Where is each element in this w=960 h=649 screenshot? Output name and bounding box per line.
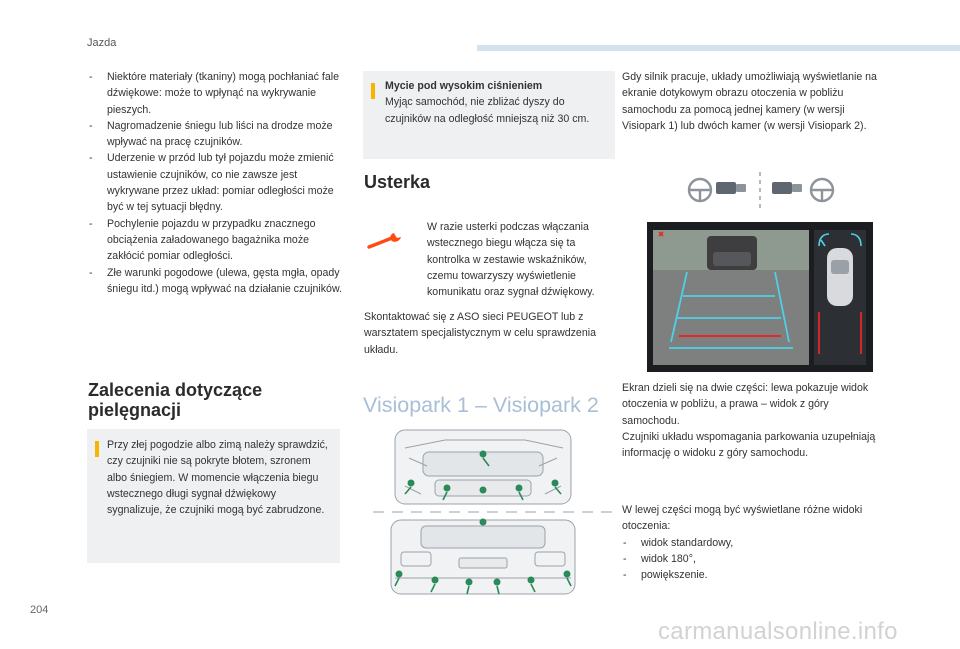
care-note-text: Przy złej pogodzie albo zimą należy sprawdzić, czy czujniki nie są pokryte błotem, szronem albo śniegiem. W momencie włączenia biegu wstecznego długi sygnał dźwiękowy sygnalizuje, że czujniki mogą być zabrudzone. — [107, 439, 328, 517]
parking-sensors-illustration — [365, 428, 617, 598]
list-item: - widok 180°, — [622, 551, 884, 567]
list-item: - Pochylenie pojazdu w przypadku znacznego obciążenia załadowanego bagażnika może zakłócić pomiar odległości. — [88, 216, 346, 265]
screen-description-1: Ekran dzieli się na dwie części: lewa pokazuje widok otoczenia w pobliżu, a prawa – widok z góry samochodu. — [622, 382, 869, 427]
list-item: - Złe warunki pogodowe (ulewa, gęsta mgła, opady śniegu itd.) mogą wpływać na działanie czujników. — [88, 265, 346, 298]
note-indicator-icon — [95, 441, 99, 457]
pressure-note-title: Mycie pod wysokim ciśnieniem — [385, 80, 543, 92]
pressure-note-body: Myjąc samochód, nie zbliżać dyszy do czujników na odległość mniejszą niż 30 cm. — [385, 96, 590, 125]
wrench-icon — [366, 230, 406, 256]
care-note-box — [87, 429, 340, 563]
list-item: - Nagromadzenie śniegu lub liści na drodze może wpływać na pracę czujników. — [88, 118, 346, 151]
list-item: - widok standardowy, — [622, 535, 884, 551]
views-list — [622, 535, 884, 584]
care-heading: Zalecenia dotyczące pielęgnacji — [88, 380, 263, 420]
screen-description-2: Czujniki układu wspomagania parkowania uzupełniają informację o widoku z góry samochodu. — [622, 430, 876, 460]
visiopark-heading: Visiopark 1 – Visiopark 2 — [363, 393, 599, 417]
pressure-note-box — [363, 71, 615, 159]
pressure-note-text — [385, 78, 607, 127]
list-item: - Uderzenie w przód lub tył pojazdu może zmienić ustawienie czujników, co nie zawsze jest wykrywane przez układ: pomiar odległości może być w tej sytuacji błędny. — [88, 150, 346, 215]
views-section — [622, 502, 884, 583]
reversing-camera-screen — [647, 222, 873, 372]
note-indicator-icon — [371, 83, 375, 99]
fault-heading: Usterka — [364, 172, 431, 192]
column-1 — [88, 69, 346, 297]
fault-text: W razie usterki podczas włączania wstecznego biegu włącza się ta kontrolka w zestawie wskaźników, czemu towarzyszy wyświetlenie komunikatu oraz sygnał dźwiękowy. — [427, 221, 595, 299]
list-item: - powiększenie. — [622, 567, 884, 583]
contact-text: Skontaktować się z ASO sieci PEUGEOT lub z warsztatem specjalistycznym w celu sprawdzenia układu. — [364, 311, 596, 356]
screen-description — [622, 380, 884, 461]
sensor-limitations-list — [88, 69, 346, 297]
section-label: Jazda — [87, 37, 117, 49]
list-item: - Niektóre materiały (tkaniny) mogą pochłaniać fale dźwiękowe: może to wpłynąć na wykrywanie pieszych. — [88, 69, 346, 118]
visiopark-intro: Gdy silnik pracuje, układy umożliwiają wyświetlanie na ekranie dotykowym obrazu otoczenia w pobliżu samochodu za pomocą jednej kamery (w wersji Visiopark 1) lub dwóch kamer (w wersji Visiopark 2). — [622, 71, 877, 132]
header-accent-bar — [477, 45, 960, 51]
views-intro: W lewej części mogą być wyświetlane różne widoki otoczenia: — [622, 504, 863, 533]
page-number: 204 — [30, 604, 49, 616]
camera-views-icon — [676, 172, 844, 208]
watermark: carmanualsonline.info — [658, 618, 898, 645]
